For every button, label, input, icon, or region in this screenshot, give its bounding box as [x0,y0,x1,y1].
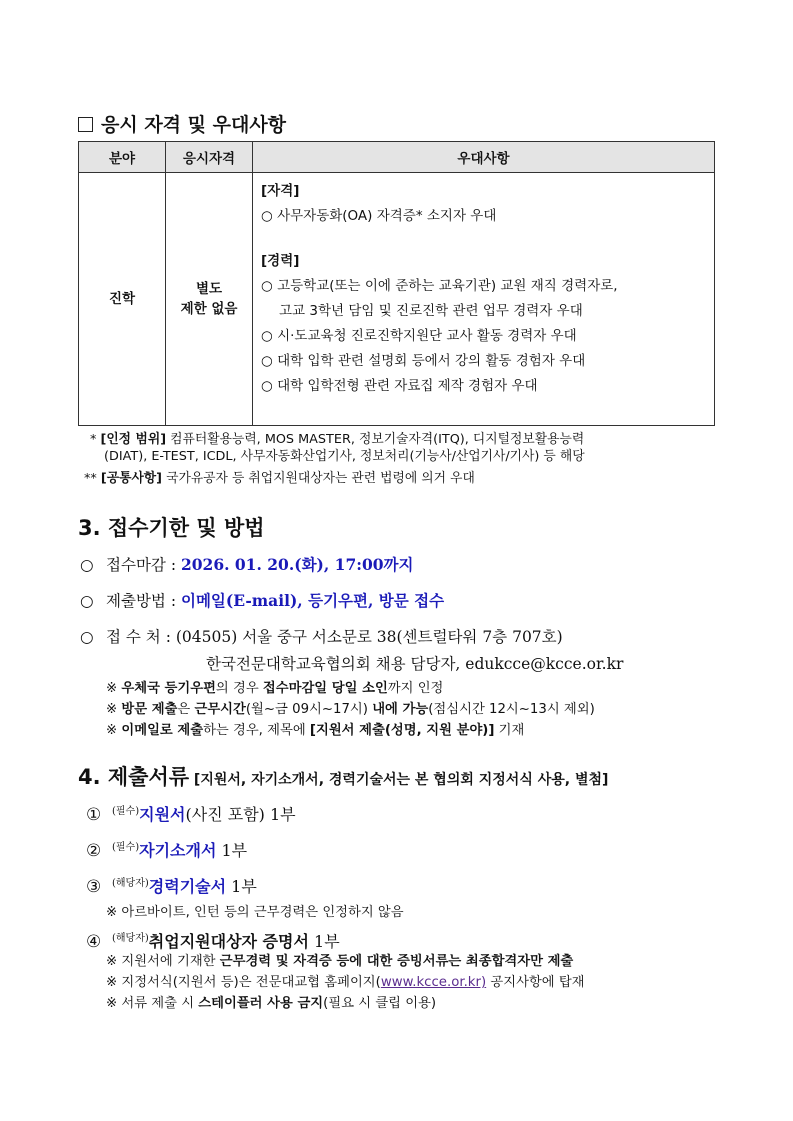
section-qualification-title [78,110,286,137]
qualification-line: 제한 없음 [180,301,238,317]
note-mark: ** [84,471,101,486]
place-label: 접 수 처 : [106,628,176,646]
cell-field: 진학 [79,173,166,426]
note-visit: ※ 방문 제출은 근무시간(월~금 09시~17시) 내에 가능(점심시간 12시~13시 제외) [106,702,595,717]
doc-item-certificate: ④ $^{(해당자)}$취업지원대상자 증명서 1부 [86,932,340,952]
footnote-recognition [90,431,584,448]
section-documents-title [78,761,608,791]
header-field: 분야 [79,142,166,173]
table-header-row [79,142,715,173]
footnote-common [84,470,475,487]
circle-bullet-icon: ○ [80,592,94,610]
pref-item-continued: 고교 3학년 담임 및 진로진학 관련 업무 경력자 우대 [279,303,583,319]
pref-item: ○ 시·도교육청 진로진학지원단 교사 활동 경력자 우대 [261,328,577,344]
note-text: 컴퓨터활용능력, MOS MASTER, 정보기술자격(ITQ), 디지털정보활용능력 [166,432,585,447]
footnote-recognition-cont: (DIAT), E-TEST, ICDL, 사무자동화산업기사, 정보처리(기능사/산업기사/기사) 등 해당 [104,449,585,464]
note-label: [인정 범위] [100,432,167,447]
place-row [80,625,563,647]
circle-bullet-icon: ○ [80,628,94,646]
header-qualification: 응시자격 [166,142,253,173]
note-label: [공통사항] [100,471,163,486]
pref-item: ○ 고등학교(또는 이에 준하는 교육기관) 교원 재직 경력자로, [261,278,618,294]
doc-item-application: ① $^{(필수)}$지원서(사진 포함) 1부 [86,805,296,825]
qualification-line: 별도 [195,281,223,297]
cell-qualification [166,173,253,426]
note-registered-mail: ※ 우체국 등기우편의 경우 접수마감일 당일 소인까지 인정 [106,681,444,696]
homepage-link[interactable]: www.kcce.or.kr) [380,975,487,990]
method-label: 제출방법 : [106,592,181,610]
pref-label-career: [경력] [261,253,300,269]
section-title-text: 4. 제출서류 [78,765,190,789]
doc-note-stapler: ※ 서류 제출 시 스테이플러 사용 금지(필요 시 클립 이용) [106,996,437,1011]
doc-item-self-intro: ② $^{(필수)}$자기소개서 1부 [86,841,248,861]
checkbox-square-icon [78,117,93,132]
note-mark: * [90,432,101,447]
pref-item: ○ 대학 입학전형 관련 자료집 제작 경험자 우대 [261,378,538,394]
pref-item: ○ 사무자동화(OA) 자격증* 소지자 우대 [261,208,497,224]
note-text: 국가유공자 등 취업지원대상자는 관련 법령에 의거 우대 [162,471,475,486]
place-value-cont: 한국전문대학교육협의회 채용 담당자, edukcce@kcce.or.kr [206,655,624,673]
pref-item: ○ 대학 입학 관련 설명회 등에서 강의 활동 경험자 우대 [261,353,586,369]
doc-note-career: ※ 아르바이트, 인턴 등의 근무경력은 인정하지 않음 [106,905,404,920]
qualification-table [78,141,715,426]
method-row [80,589,444,611]
doc-note-proof: ※ 지원서에 기재한 근무경력 및 자격증 등에 대한 증빙서류는 최종합격자만 제출 [106,954,574,969]
section-deadline-title: 3. 접수기한 및 방법 [78,516,265,540]
method-value: 이메일(E-mail), 등기우편, 방문 접수 [180,591,445,610]
place-value: (04505) 서울 중구 서소문로 38(센트럴타워 7층 707호) [175,628,563,646]
doc-item-career: ③ $^{(해당자)}$경력기술서 1부 [86,877,257,897]
section-subtitle: [지원서, 자기소개서, 경력기술서는 본 협의회 지정서식 사용, 별첨] [189,772,609,788]
cell-preference [253,173,715,426]
section-title-text: 응시 자격 및 우대사항 [101,114,287,136]
deadline-label: 접수마감 : [106,556,181,574]
deadline-value: 2026. 01. 20.(화), 17:00까지 [180,555,414,574]
pref-label-license: [자격] [261,183,300,199]
table-row [79,173,715,426]
note-email: ※ 이메일로 제출하는 경우, 제목에 [지원서 제출(성명, 지원 분야)] 기재 [106,723,525,738]
circle-bullet-icon: ○ [80,556,94,574]
header-preference: 우대사항 [253,142,715,173]
deadline-row [80,553,413,575]
doc-note-forms: ※ 지정서식(지원서 등)은 전문대교협 홈페이지(www.kcce.or.kr) 공지사항에 탑재 [106,975,585,990]
